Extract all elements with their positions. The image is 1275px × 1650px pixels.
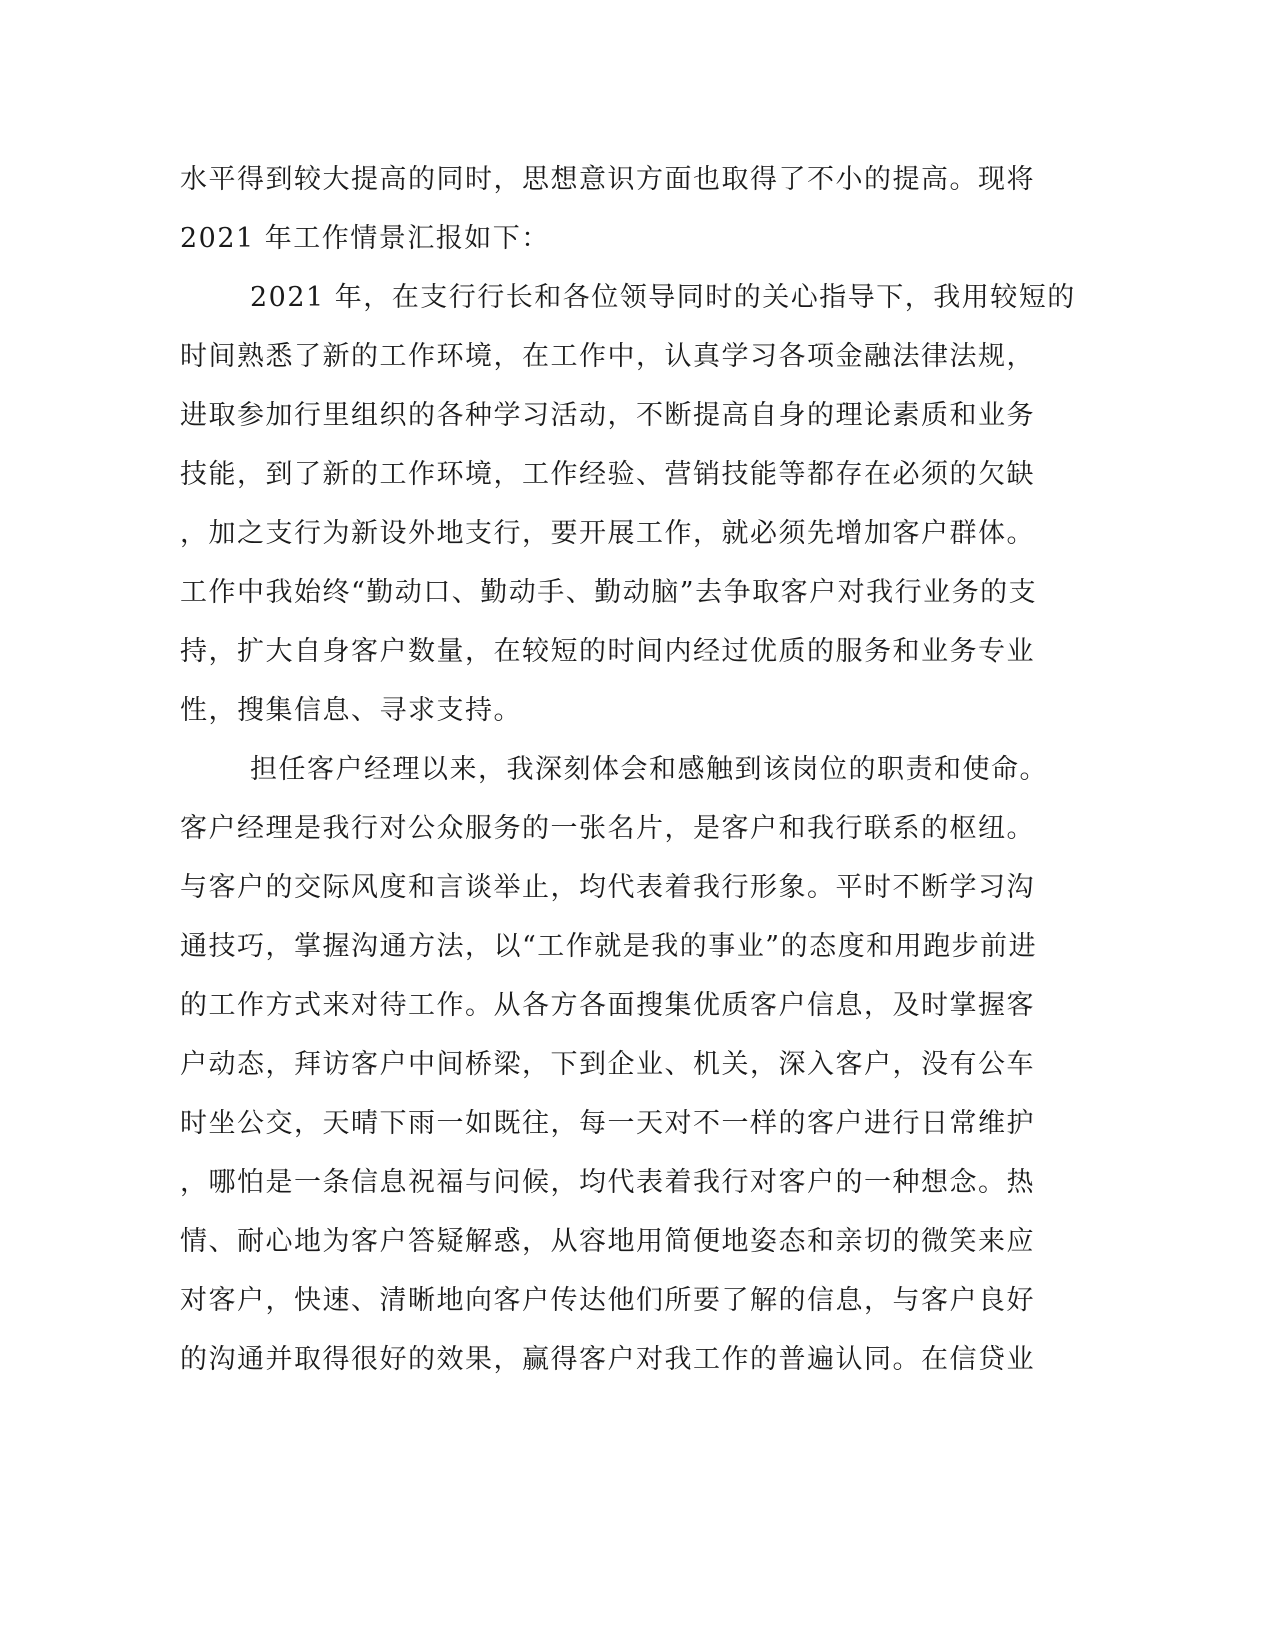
text-line: 客户经理是我行对公众服务的一张名片，是客户和我行联系的枢纽。 <box>180 813 1035 844</box>
text-line: 水平得到较大提高的同时，思想意识方面也取得了不小的提高。现将 <box>180 164 1035 195</box>
text-line: 户动态，拜访客户中间桥梁，下到企业、机关，深入客户，没有公车 <box>180 1049 1035 1080</box>
text-line: 时坐公交，天晴下雨一如既往，每一天对不一样的客户进行日常维护 <box>180 1108 1035 1139</box>
text-line: 情、耐心地为客户答疑解惑，从容地用简便地姿态和亲切的微笑来应 <box>180 1226 1035 1257</box>
text-line: 的沟通并取得很好的效果，赢得客户对我工作的普遍认同。在信贷业 <box>180 1344 1035 1375</box>
paragraph-start-line: 2021 年，在支行行长和各位领导同时的关心指导下，我用较短的 <box>250 282 1076 313</box>
text-line: 持，扩大自身客户数量，在较短的时间内经过优质的服务和业务专业 <box>180 636 1035 667</box>
body-text <box>180 150 1076 1389</box>
text-line: ，加之支行为新设外地支行，要开展工作，就必须先增加客户群体。 <box>180 518 1035 549</box>
text-line: 进取参加行里组织的各种学习活动，不断提高自身的理论素质和业务 <box>180 400 1035 431</box>
text-line: 2021 年工作情景汇报如下： <box>180 223 550 254</box>
text-line: 技能，到了新的工作环境，工作经验、营销技能等都存在必须的欠缺 <box>180 459 1035 490</box>
text-line: 对客户，快速、清晰地向客户传达他们所要了解的信息，与客户良好 <box>180 1285 1035 1316</box>
text-line: 与客户的交际风度和言谈举止，均代表着我行形象。平时不断学习沟 <box>180 872 1035 903</box>
text-line: 时间熟悉了新的工作环境，在工作中，认真学习各项金融法律法规， <box>180 341 1035 372</box>
text-line: 工作中我始终“勤动口、勤动手、勤动脑”去争取客户对我行业务的支 <box>180 577 1038 608</box>
text-line: 性，搜集信息、寻求支持。 <box>180 695 522 726</box>
text-line: 的工作方式来对待工作。从各方各面搜集优质客户信息，及时掌握客 <box>180 990 1035 1021</box>
text-line: ，哪怕是一条信息祝福与问候，均代表着我行对客户的一种想念。热 <box>180 1167 1035 1198</box>
paragraph-start-line: 担任客户经理以来，我深刻体会和感触到该岗位的职责和使命。 <box>250 754 1048 785</box>
text-line: 通技巧，掌握沟通方法，以“工作就是我的事业”的态度和用跑步前进 <box>180 931 1038 962</box>
